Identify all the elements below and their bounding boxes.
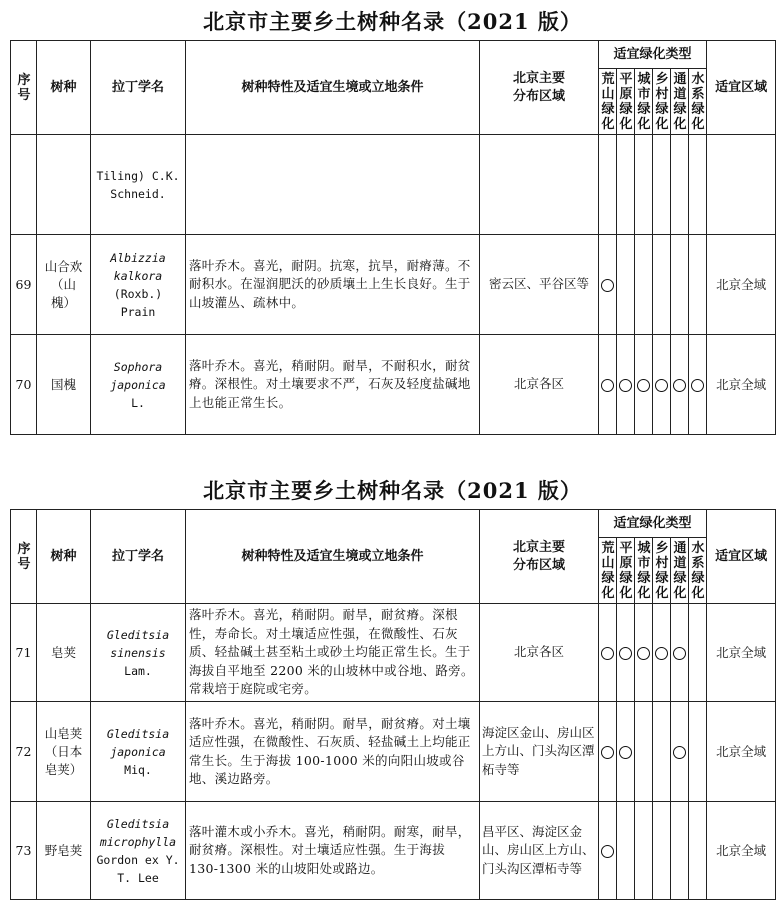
header-dist: 北京主要 分布区域 bbox=[480, 41, 599, 135]
row-distribution: 海淀区金山、房山区上方山、门头沟区潭柘寺等 bbox=[480, 702, 599, 802]
table-row bbox=[11, 604, 776, 702]
row-type-3 bbox=[653, 604, 671, 702]
row-type-4 bbox=[671, 702, 689, 802]
row-seq: 72 bbox=[11, 702, 37, 802]
row-region: 北京全域 bbox=[707, 235, 776, 335]
row-species bbox=[37, 135, 91, 235]
row-type-1 bbox=[617, 802, 635, 900]
header-green-types: 适宜绿化类型 bbox=[599, 510, 707, 538]
header-type-4: 通道绿化 bbox=[671, 538, 689, 604]
suitable-circle-icon bbox=[691, 379, 704, 392]
row-type-1 bbox=[617, 335, 635, 435]
row-region: 北京全域 bbox=[707, 802, 776, 900]
latin-author-part: Tiling) C.K. bbox=[96, 168, 180, 183]
row-description: 落叶乔木。喜光，稍耐阴。耐旱，耐贫瘠。对土壤适应性强，在微酸性、石灰质、轻盐碱土上均能正常生长。生于海拔 100-1000 米的向阳山坡或谷地、溪边路旁。 bbox=[186, 702, 480, 802]
suitable-circle-icon bbox=[601, 379, 614, 392]
row-description: 落叶乔木。喜光，稍耐阴。耐旱，不耐积水，耐贫瘠。深根性。对土壤要求不严，石灰及轻度盐碱地上也能正常生长。 bbox=[186, 335, 480, 435]
row-type-3 bbox=[653, 335, 671, 435]
table-row bbox=[11, 135, 776, 235]
row-latin-name bbox=[91, 604, 186, 702]
header-type-3: 乡村绿化 bbox=[653, 69, 671, 135]
row-type-0 bbox=[599, 604, 617, 702]
row-distribution: 北京各区 bbox=[480, 604, 599, 702]
row-seq: 70 bbox=[11, 335, 37, 435]
row-species: 野皂荚 bbox=[37, 802, 91, 900]
row-type-1 bbox=[617, 135, 635, 235]
latin-italic-part: Gleditsia bbox=[106, 726, 170, 741]
row-type-0 bbox=[599, 702, 617, 802]
row-distribution: 密云区、平谷区等 bbox=[480, 235, 599, 335]
header-species: 树种 bbox=[37, 41, 91, 135]
header-seq: 序号 bbox=[11, 510, 37, 604]
page-title: 北京市主要乡土树种名录（2021 版） bbox=[203, 9, 582, 34]
species-table-2 bbox=[10, 509, 776, 900]
latin-italic-part: sinensis bbox=[110, 645, 166, 660]
row-type-2 bbox=[635, 235, 653, 335]
row-type-5 bbox=[689, 604, 707, 702]
suitable-circle-icon bbox=[673, 379, 686, 392]
row-type-3 bbox=[653, 702, 671, 802]
row-type-2 bbox=[635, 702, 653, 802]
row-description: 落叶乔木。喜光，稍耐阴。耐旱，耐贫瘠。深根性，寿命长。对土壤适应性强，在微酸性、石灰质、轻盐碱土甚至粘土或砂土均能正常生长。生于海拔自平地至 2200 米的山坡林中或谷地、路旁。常栽培于庭院或宅旁。 bbox=[186, 604, 480, 702]
row-type-2 bbox=[635, 335, 653, 435]
table-row bbox=[11, 802, 776, 900]
row-type-2 bbox=[635, 802, 653, 900]
row-region: 北京全域 bbox=[707, 335, 776, 435]
row-type-4 bbox=[671, 802, 689, 900]
header-green-types: 适宜绿化类型 bbox=[599, 41, 707, 69]
suitable-circle-icon bbox=[619, 746, 632, 759]
latin-author-part: Schneid. bbox=[110, 186, 166, 201]
row-description bbox=[186, 135, 480, 235]
latin-italic-part: Gleditsia bbox=[106, 627, 170, 642]
row-type-2 bbox=[635, 604, 653, 702]
row-type-3 bbox=[653, 235, 671, 335]
row-type-5 bbox=[689, 335, 707, 435]
row-seq: 71 bbox=[11, 604, 37, 702]
suitable-circle-icon bbox=[601, 845, 614, 858]
suitable-circle-icon bbox=[601, 279, 614, 292]
header-type-2: 城市绿化 bbox=[635, 69, 653, 135]
suitable-circle-icon bbox=[655, 647, 668, 660]
header-type-3: 乡村绿化 bbox=[653, 538, 671, 604]
latin-author-part: L. bbox=[131, 395, 145, 410]
row-type-2 bbox=[635, 135, 653, 235]
row-distribution bbox=[480, 135, 599, 235]
suitable-circle-icon bbox=[673, 647, 686, 660]
row-type-5 bbox=[689, 702, 707, 802]
latin-author-part: T. Lee bbox=[117, 870, 159, 885]
row-species: 山皂荚（日本皂荚） bbox=[37, 702, 91, 802]
page-title-2: 北京市主要乡土树种名录（2021 版） bbox=[203, 478, 582, 503]
header-desc: 树种特性及适宜生境或立地条件 bbox=[186, 510, 480, 604]
latin-italic-part: japonica bbox=[110, 377, 166, 392]
table-row bbox=[11, 235, 776, 335]
latin-italic-part: microphylla bbox=[99, 834, 177, 849]
header-type-0: 荒山绿化 bbox=[599, 538, 617, 604]
latin-author-part: Miq. bbox=[124, 762, 152, 777]
header-species: 树种 bbox=[37, 510, 91, 604]
row-type-4 bbox=[671, 235, 689, 335]
row-latin-name bbox=[91, 702, 186, 802]
row-description: 落叶灌木或小乔木。喜光，稍耐阴。耐寒，耐旱，耐贫瘠。深根性。对土壤适应性强。生于海拔 130-1300 米的山坡阳处或路边。 bbox=[186, 802, 480, 900]
header-type-1: 平原绿化 bbox=[617, 538, 635, 604]
row-type-1 bbox=[617, 702, 635, 802]
suitable-circle-icon bbox=[619, 379, 632, 392]
row-seq bbox=[11, 135, 37, 235]
latin-author-part: (Roxb.) bbox=[113, 286, 163, 301]
latin-author-part: Gordon ex Y. bbox=[96, 852, 180, 867]
header-latin: 拉丁学名 bbox=[91, 510, 186, 604]
table-row bbox=[11, 702, 776, 802]
row-type-4 bbox=[671, 135, 689, 235]
row-region: 北京全域 bbox=[707, 702, 776, 802]
row-species: 皂荚 bbox=[37, 604, 91, 702]
latin-author-part: Lam. bbox=[124, 663, 152, 678]
row-species: 国槐 bbox=[37, 335, 91, 435]
latin-italic-part: kalkora bbox=[113, 268, 163, 283]
row-type-5 bbox=[689, 235, 707, 335]
table-block-1 bbox=[10, 4, 775, 435]
species-table-1 bbox=[10, 40, 776, 435]
suitable-circle-icon bbox=[637, 647, 650, 660]
header-type-5: 水系绿化 bbox=[689, 538, 707, 604]
suitable-circle-icon bbox=[601, 746, 614, 759]
suitable-circle-icon bbox=[601, 647, 614, 660]
suitable-circle-icon bbox=[673, 746, 686, 759]
row-type-4 bbox=[671, 335, 689, 435]
header-region: 适宜区域 bbox=[707, 510, 776, 604]
header-dist: 北京主要 分布区域 bbox=[480, 510, 599, 604]
header-region: 适宜区域 bbox=[707, 41, 776, 135]
row-type-4 bbox=[671, 604, 689, 702]
suitable-circle-icon bbox=[619, 647, 632, 660]
header-type-0: 荒山绿化 bbox=[599, 69, 617, 135]
row-distribution: 北京各区 bbox=[480, 335, 599, 435]
row-type-0 bbox=[599, 335, 617, 435]
row-type-3 bbox=[653, 802, 671, 900]
row-type-1 bbox=[617, 604, 635, 702]
header-latin: 拉丁学名 bbox=[91, 41, 186, 135]
header-type-5: 水系绿化 bbox=[689, 69, 707, 135]
latin-italic-part: Sophora bbox=[113, 359, 163, 374]
row-description: 落叶乔木。喜光，耐阴。抗寒，抗旱，耐瘠薄。不耐积水。在湿润肥沃的砂质壤土上生长良好。生于山坡灌丛、疏林中。 bbox=[186, 235, 480, 335]
row-type-3 bbox=[653, 135, 671, 235]
row-latin-name bbox=[91, 235, 186, 335]
row-latin-name bbox=[91, 335, 186, 435]
latin-italic-part: Albizzia bbox=[110, 250, 166, 265]
row-seq: 69 bbox=[11, 235, 37, 335]
header-seq: 序号 bbox=[11, 41, 37, 135]
row-latin-name bbox=[91, 802, 186, 900]
header-type-4: 通道绿化 bbox=[671, 69, 689, 135]
row-type-0 bbox=[599, 135, 617, 235]
row-region bbox=[707, 135, 776, 235]
row-region: 北京全域 bbox=[707, 604, 776, 702]
suitable-circle-icon bbox=[655, 379, 668, 392]
row-type-0 bbox=[599, 802, 617, 900]
latin-italic-part: Gleditsia bbox=[106, 816, 170, 831]
row-type-5 bbox=[689, 135, 707, 235]
row-distribution: 昌平区、海淀区金山、房山区上方山、门头沟区潭柘寺等 bbox=[480, 802, 599, 900]
table-row bbox=[11, 335, 776, 435]
latin-author-part: Prain bbox=[120, 304, 156, 319]
suitable-circle-icon bbox=[637, 379, 650, 392]
row-type-5 bbox=[689, 802, 707, 900]
row-seq: 73 bbox=[11, 802, 37, 900]
header-desc: 树种特性及适宜生境或立地条件 bbox=[186, 41, 480, 135]
latin-italic-part: japonica bbox=[110, 744, 166, 759]
table-block-2 bbox=[10, 473, 775, 900]
row-species: 山合欢（山槐） bbox=[37, 235, 91, 335]
row-latin-name bbox=[91, 135, 186, 235]
header-type-1: 平原绿化 bbox=[617, 69, 635, 135]
row-type-1 bbox=[617, 235, 635, 335]
header-type-2: 城市绿化 bbox=[635, 538, 653, 604]
row-type-0 bbox=[599, 235, 617, 335]
